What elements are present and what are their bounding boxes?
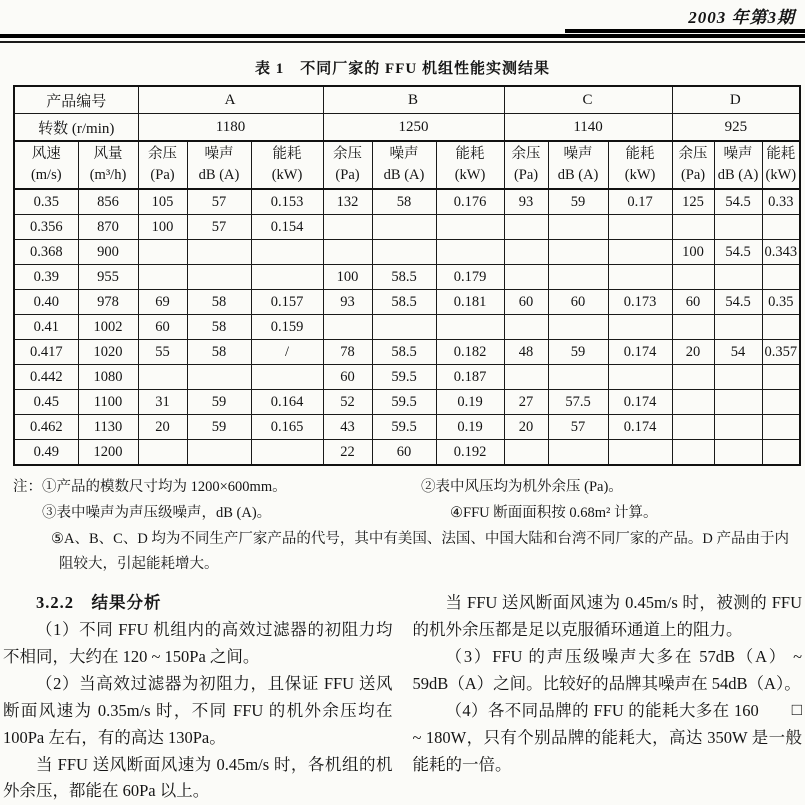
right-paragraph-1: 当 FFU 送风断面风速为 0.45m/s 时，被测的 FFU 的机外余压都是足以克服循环通道上的阻力。 [412,593,802,640]
journal-issue: 2003 年第3期 [688,8,795,27]
table-cell [762,440,800,466]
table-cell [548,315,608,340]
table-cell: 1100 [78,390,138,415]
table-cell [251,240,323,265]
table-cell: 57.5 [548,390,608,415]
table-cell: 69 [138,290,187,315]
table-cell [372,240,436,265]
product-header-b: B [323,86,504,114]
rpm-b: 1250 [323,114,504,142]
table-cell: 0.40 [14,290,78,315]
table-cell: 100 [672,240,714,265]
table-cell [504,440,548,466]
table-cell: 48 [504,340,548,365]
table-cell: 0.159 [251,315,323,340]
right-column [413,590,803,805]
table-cell: 978 [78,290,138,315]
table-cell: 0.19 [436,415,504,440]
table-cell [251,440,323,466]
table-cell: 58.5 [372,290,436,315]
table-row [14,215,800,240]
table-cell: 0.33 [762,189,800,215]
table-cell: 1002 [78,315,138,340]
left-paragraph-1: （1）不同 FFU 机组内的高效过滤器的初阻力均不相同，大约在 120 ~ 150Pa 之间。 [3,620,393,666]
col-header-pressure-c: 余压 (Pa) [504,141,548,189]
table-cell [548,365,608,390]
table-cell [372,215,436,240]
table-cell [138,440,187,466]
table-cell: 57 [187,189,251,215]
table-cell: 78 [323,340,372,365]
table-cell [323,240,372,265]
note-line-2 [13,501,799,527]
col-header-noise-a: 噪声 dB (A) [187,141,251,189]
table-cell: 59.5 [372,390,436,415]
table-cell: 0.173 [608,290,672,315]
body-columns [3,590,802,805]
table-cell: 0.179 [436,265,504,290]
table-row [14,340,800,365]
table-cell: 60 [672,290,714,315]
table-cell: 55 [138,340,187,365]
table-cell: 20 [504,415,548,440]
table-cell: 59.5 [372,415,436,440]
table-cell: 22 [323,440,372,466]
table-notes [13,475,799,578]
table-row [14,390,800,415]
table-cell [504,215,548,240]
table-cell: 54.5 [714,240,762,265]
table-cell: 58 [187,315,251,340]
table-cell: 43 [323,415,372,440]
table-cell: 870 [78,215,138,240]
table-cell: 27 [504,390,548,415]
table-cell [714,390,762,415]
table-cell: 1130 [78,415,138,440]
table-cell [504,365,548,390]
table-cell: 0.462 [14,415,78,440]
table-cell: 57 [187,215,251,240]
table-cell: 132 [323,189,372,215]
table-cell [672,265,714,290]
table-cell [714,365,762,390]
table-cell: 52 [323,390,372,415]
note-line-1 [13,475,799,501]
table-cell [251,365,323,390]
product-code-row [14,86,800,114]
col-header-noise-d: 噪声 dB (A) [714,141,762,189]
table-cell [608,440,672,466]
table-cell: 0.164 [251,390,323,415]
corner-header: 产品编号 [14,86,138,114]
table-cell [608,215,672,240]
table-cell [187,365,251,390]
rpm-c: 1140 [504,114,672,142]
product-header-a: A [138,86,323,114]
table-cell: 0.356 [14,215,78,240]
table-cell: 900 [78,240,138,265]
note-3: ③表中噪声为声压级噪声，dB (A)。 [42,504,272,521]
col-header-pressure-b: 余压 (Pa) [323,141,372,189]
table-cell [251,265,323,290]
table-row [14,240,800,265]
table-cell: 0.174 [608,340,672,365]
left-column [3,590,393,805]
table-cell: 59 [187,415,251,440]
table-cell [608,315,672,340]
table-cell [762,215,800,240]
table-cell [138,240,187,265]
note-4: ④FFU 断面面积按 0.68m² 计算。 [450,504,658,521]
col-header-noise-c: 噪声 dB (A) [548,141,608,189]
col-header-pressure-a: 余压 (Pa) [138,141,187,189]
table-cell: 0.357 [762,340,800,365]
table-cell [762,390,800,415]
table-cell: 57 [548,415,608,440]
note-2: ②表中风压均为机外余压 (Pa)。 [421,479,623,495]
table-cell: 0.368 [14,240,78,265]
table-cell: 0.417 [14,340,78,365]
table-cell: 58 [372,189,436,215]
table-cell [762,415,800,440]
ffu-performance-table [13,85,801,466]
table-cell [608,365,672,390]
table-cell [138,365,187,390]
section-heading: 3.2.2 结果分析 [36,593,162,613]
table-cell [187,240,251,265]
table-cell: 105 [138,189,187,215]
notes-prefix: 注： [13,479,42,495]
right-paragraph-2: （3）FFU 的声压级噪声大多在 57dB（A） ~ 59dB（A）之间。比较好的品牌其噪声在 54dB（A）。 [412,646,802,693]
table-cell [672,315,714,340]
product-header-c: C [504,86,672,114]
table-cell [323,315,372,340]
table-row [14,265,800,290]
table-cell: 0.153 [251,189,323,215]
table-cell: 100 [138,215,187,240]
left-paragraph-2: （2）当高效过滤器为初阻力，且保证 FFU 送风断面风速为 0.35m/s 时，不同 FFU 的机外余压均在 100Pa 左右，有的高达 130Pa。 [3,673,393,747]
table-cell: 0.19 [436,390,504,415]
table-cell: 59.5 [372,365,436,390]
table-cell: 20 [138,415,187,440]
table-cell: 0.182 [436,340,504,365]
table-row [14,415,800,440]
table-cell [436,215,504,240]
table-cell [714,440,762,466]
unit-header-row [14,141,800,189]
col-header-wind-speed: 风速 (m/s) [14,141,78,189]
table-cell: 100 [323,265,372,290]
table-cell: 0.39 [14,265,78,290]
table-cell: 0.343 [762,240,800,265]
table-cell: 54 [714,340,762,365]
rpm-header: 转数 (r/min) [14,114,138,142]
table-cell: 60 [138,315,187,340]
table-cell: 59 [548,189,608,215]
table-cell: 0.157 [251,290,323,315]
table-cell: 60 [372,440,436,466]
table-cell [372,315,436,340]
table-cell [672,440,714,466]
table-cell [762,365,800,390]
table-cell: 1080 [78,365,138,390]
col-header-power-a: 能耗 (kW) [251,141,323,189]
table-cell [436,315,504,340]
table-cell [672,365,714,390]
note-5: ⑤A、B、C、D 均为不同生产厂家产品的代号，其中有美国、法国、中国大陆和台湾不同厂家的产品。D 产品由于内阻较大，引起能耗增大。 [51,530,790,573]
table-cell [548,215,608,240]
table-body [14,189,800,465]
table-cell [436,240,504,265]
table-cell: 0.181 [436,290,504,315]
table-cell: 93 [323,290,372,315]
table-cell: 54.5 [714,290,762,315]
table-cell [672,415,714,440]
table-cell: 54.5 [714,189,762,215]
table-cell [187,440,251,466]
table-cell: 59 [187,390,251,415]
rpm-d: 925 [672,114,800,142]
table-cell: / [251,340,323,365]
header-rule [0,34,805,43]
table-row [14,365,800,390]
table-cell: 59 [548,340,608,365]
table-cell: 125 [672,189,714,215]
col-header-air-volume: 风量 (m³/h) [78,141,138,189]
table-cell [714,215,762,240]
table-cell [138,265,187,290]
col-header-noise-b: 噪声 dB (A) [372,141,436,189]
table-cell: 58.5 [372,340,436,365]
table-cell: 0.49 [14,440,78,466]
table-cell: 0.45 [14,390,78,415]
table-cell: 60 [548,290,608,315]
table-cell [672,390,714,415]
table-cell [187,265,251,290]
right-paragraph-3: □ （4）各不同品牌的 FFU 的能耗大多在 160 ~ 180W，只有个别品牌的能耗大，高达 350W 是一般能耗的一倍。 [412,699,802,774]
table-row [14,440,800,466]
table-cell [504,265,548,290]
table-cell [608,265,672,290]
table-cell: 0.192 [436,440,504,466]
table-cell: 58 [187,290,251,315]
table-cell [672,215,714,240]
table-cell: 60 [323,365,372,390]
table-cell: 0.442 [14,365,78,390]
table-cell: 31 [138,390,187,415]
table-cell: 58.5 [372,265,436,290]
table-cell: 0.41 [14,315,78,340]
table-cell [323,215,372,240]
col-header-power-c: 能耗 (kW) [608,141,672,189]
table-cell: 20 [672,340,714,365]
table-row [14,290,800,315]
table-cell [548,240,608,265]
table-row [14,315,800,340]
table-cell: 58 [187,340,251,365]
table-cell: 1020 [78,340,138,365]
table-cell: 0.165 [251,415,323,440]
table-cell [608,240,672,265]
col-header-power-d: 能耗 (kW) [762,141,800,189]
table-cell [548,265,608,290]
table-cell: 0.176 [436,189,504,215]
table-cell: 60 [504,290,548,315]
table-cell: 0.187 [436,365,504,390]
table-cell [548,440,608,466]
table-cell: 856 [78,189,138,215]
table-title: 表 1 不同厂家的 FFU 机组性能实测结果 [255,61,550,77]
table-cell [714,415,762,440]
table-cell [762,315,800,340]
note-1: 注：①产品的模数尺寸均为 1200×600mm。 [13,479,287,495]
table-cell: 955 [78,265,138,290]
rpm-a: 1180 [138,114,323,142]
table-cell: 0.154 [251,215,323,240]
table-cell: 1200 [78,440,138,466]
col-header-pressure-d: 余压 (Pa) [672,141,714,189]
table-cell: 0.174 [608,415,672,440]
product-header-d: D [672,86,800,114]
table-cell: 93 [504,189,548,215]
table-cell: 0.35 [14,189,78,215]
table-cell [504,240,548,265]
table-cell [762,265,800,290]
issue-underline [565,29,805,33]
left-paragraph-3: 当 FFU 送风断面风速为 0.45m/s 时，各机组的机外余压，都能在 60Pa 以上。 [3,754,393,801]
table-cell [714,315,762,340]
table-cell: 0.174 [608,390,672,415]
table-cell: 0.35 [762,290,800,315]
table-cell [504,315,548,340]
table-cell: 0.17 [608,189,672,215]
table-row [14,189,800,215]
end-of-article-mark: □ [791,699,802,719]
col-header-power-b: 能耗 (kW) [436,141,504,189]
rpm-row [14,114,800,142]
table-cell [714,265,762,290]
